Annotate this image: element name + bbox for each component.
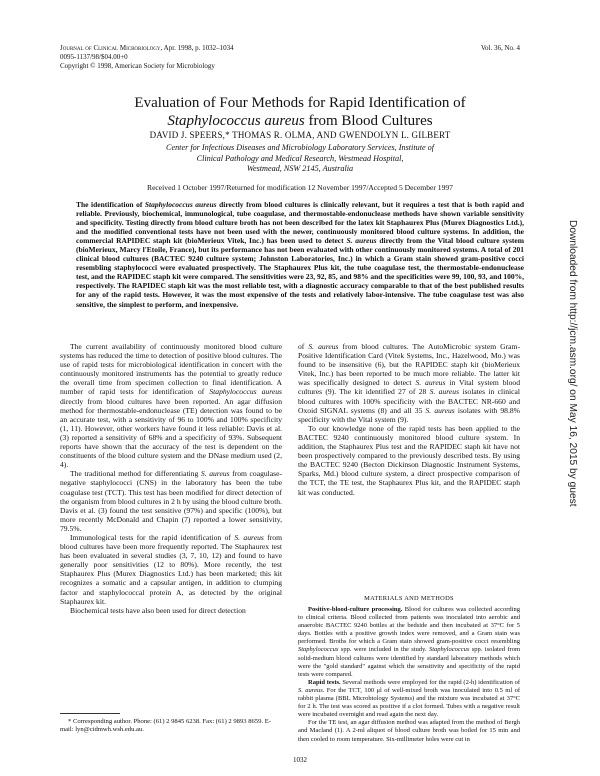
paragraph: Biochemical tests have also been used for direct detection: [70, 605, 246, 615]
paragraph-text: from blood cultures have been more frequently reported. The Staphaurex test has been evaluated in several studies (3, 7, 10, 12) and found to have generally poor sensitivities (12 to 80%). More recently, the test Staphaurex Plus (Murex Diagnostics Ltd.) has been marketed; this kit recognizes a somatic and a capsular antigen, in addition to clumping factor and staphylococcal protein A, as detected by the original Staphaurex kit.: [60, 532, 282, 606]
paragraph: [60, 469, 282, 533]
affiliation-line-2: Clinical Pathology and Medical Research, Westmead Hospital,: [196, 153, 404, 163]
volume-number: Vol. 36, No. 4: [480, 44, 520, 52]
title-organism: Staphylococcus aureus: [167, 113, 305, 129]
paragraph-text: . For the TCT, 100 μl of well-mixed broth was inoculated into 0.5 ml of rabbit plasma (BBL Microbiology Systems) and the mixture was incubated at 37°C for 2 h. The test was scored as positive if a clot formed. Tubes with a negative result were incubated overnight and read again the next day.: [298, 686, 520, 719]
paragraph: To our knowledge none of the rapid tests has been applied to the BACTEC 9240 continuously monitored blood culture system. In addition, the Staphaurex Plus test and the RAPIDEC staph kit have not been prospectively compared to the previously described tests. By using the BACTEC 9240 (Becton Dickinson Diagnostic Instrument Systems, Sparks, Md.) blood culture system, a direct prospective comparison of the TCT, the TE test, the Staphaurex Plus kit, and the RAPIDEC staph kit was conducted.: [298, 423, 520, 497]
paragraph: [60, 533, 282, 606]
abstract-text: The identification of: [76, 200, 145, 209]
run-in-heading: Rapid tests.: [308, 678, 341, 686]
footnote-rule: [60, 713, 120, 714]
abstract-text: directly from blood cultures is clinically relevant, but it requires a test that is both rapid and reliable. Previously, biochemical, immunological, tube coagulase, and thermostable-endonuclease methods have shown variable sensitivity and specificity. Testing directly from blood culture broth has not been described for the latex kit Staphaurex Plus (Murex Diagnostics Ltd.), and the modified conventional tests have not been used with the newer, continuously monitored blood culture systems. In addition, the commercial RAPIDEC staph kit (bioMerieux Vitek, Inc.) has been used to detect: [76, 200, 525, 246]
section-heading: MATERIALS AND METHODS: [364, 595, 454, 602]
received-dates: Received 1 October 1997/Returned for modification 12 November 1997/Accepted 5 December 1997: [147, 183, 453, 192]
copyright: Copyright © 1998, American Society for Microbiology: [60, 62, 215, 70]
body-column-right: [298, 342, 520, 497]
paragraph-text: Immunological tests for the rapid identification of: [70, 532, 235, 542]
organism-name: Staphylococcus aureus: [209, 387, 282, 397]
organism-name: Staphylococcus: [428, 646, 470, 654]
paragraph-text: isolates with 98.8% specificity with the Vital system (9).: [298, 405, 520, 424]
paragraph-text: isolates in clinical blood cultures with 100% specificity with the BACTEC NR-660 and Oxoid SIGNAL systems (8) and all 35: [298, 387, 521, 415]
organism-name: S. aureus: [308, 342, 339, 351]
abstract: [76, 200, 524, 309]
organism-name: S. aureus: [234, 532, 264, 542]
body-column-left: [60, 342, 282, 615]
paragraph: [298, 679, 520, 719]
abstract-organism: S. aureus: [346, 236, 377, 246]
paragraph-text: spp. were included in the study.: [338, 646, 429, 654]
abstract-organism: Staphylococcus aureus: [144, 200, 217, 209]
methods-section: [298, 606, 520, 744]
title-line-1: Evaluation of Four Methods for Rapid Identification of: [134, 95, 466, 111]
paragraph-text: The traditional method for differentiating: [70, 469, 201, 479]
run-in-heading: Positive-blood-culture processing.: [308, 606, 403, 613]
issn: 0095-1137/98/$04.00+0: [60, 53, 128, 61]
organism-name: S. aureus: [298, 686, 323, 694]
running-header: [60, 44, 360, 71]
paragraph-text: of: [298, 342, 309, 351]
article-title: [60, 94, 540, 130]
paragraph: [60, 342, 282, 469]
download-watermark: [566, 220, 580, 550]
organism-name: Staphylococcus: [298, 646, 339, 654]
affiliation-line-3: Westmead, NSW 2145, Australia: [246, 164, 354, 173]
organism-name: S. aureus: [425, 405, 455, 415]
issue-date-pages: , Apr. 1998, p. 1032–1034: [160, 44, 234, 52]
author-list: DAVID J. SPEERS,* THOMAS R. OLMA, AND GWENDOLYN L. GILBERT: [149, 130, 451, 140]
abstract-text: directly from the Vital blood culture system (bioMerieux, Marcy l'Etoile, France), but its performance has not been evaluated with other continuously monitored systems. A total of 201 clinical blood cultures (BACTEC 9240 culture system; Johnston Laboratories, Inc.) in which a Gram stain showed gram-positive cocci resembling staphylococci were evaluated prospectively. The Staphaurex Plus kit, the tube coagulase test, the thermostable-endonuclease test, and the RAPIDEC staph kit were compared. The sensitivities were 23, 92, 85, and 98% and the specificities were 99, 100, 93, and 100%, respectively. The RAPIDEC staph kit was the most reliable test, with a diagnostic accuracy comparable to that of the best published results for any of the rapid tests. However, it was the most expensive of the tests and relatively labor-intensive. The tube coagulase test was also sensitive, the simplest to perform, and inexpensive.: [76, 236, 524, 309]
paragraph-text: Several methods were employed for the rapid (2-h) identification of: [340, 678, 521, 686]
paragraph-text: from blood cultures. The AutoMicrobic system Gram-Positive Identification Card (Vitek Systems, Inc., Hazelwood, Mo.) was found to be insensitive (6), but the RAPIDEC staph kit (bioMerieux Vitek, Inc.) has been reported to be much more reliable. The latter kit was specifically designed to detect: [298, 342, 520, 388]
affiliation-line-1: Center for Infectious Diseases and Microbiology Laboratory Services, Institute of: [165, 143, 435, 152]
paragraph-text: The current availability of continuously monitored blood culture systems has reduced the time to detection of positive blood cultures. The use of rapid tests for microbiological identification in concert with the continuously monitored instruments has the potential to greatly reduce the overall time from specimen collection to final identification. A number of rapid tests for identification of: [60, 342, 282, 397]
paragraph-text: in Vital system blood cultures (9). The kit identified 27 of 28: [298, 378, 521, 397]
organism-name: S. aureus: [429, 387, 460, 397]
organism-name: S. aureus: [415, 378, 446, 388]
paragraph: [298, 342, 520, 424]
paragraph: For the TE test, an agar diffusion method was adapted from the method of Bergh and Macland (1). A 2-ml aliquot of blood culture broth was boiled for 15 min and then cooled to room temperature. Six-millimeter holes were cut in: [298, 719, 520, 743]
paragraph-text: Blood for cultures was collected according to clinical criteria. Blood collected from patients was inoculated into aerobic and anaerobic BACTEC 9240 bottles at the bedside and then incubated at 37°C for 5 days. Bottles with a positive growth index were removed, and a Gram stain was performed. Broths for which a Gram stain showed gram-positive cocci resembling: [298, 606, 520, 646]
paragraph-text: spp. isolated from solid-medium blood cultures were identified by standard laboratory methods which were the "gold standard" against which the sensitivity and specificity of the rapid tests were compared.: [298, 646, 520, 678]
affiliation: [110, 143, 490, 175]
page-number: 1032: [293, 756, 307, 764]
footnote: * Corresponding author. Phone: (61) 2 9845 6238. Fax: (61) 2 9893 8659. E-mail: lyn@cidmwh.wsh.edu.au.: [60, 718, 271, 734]
organism-name: S. aureus: [200, 469, 230, 479]
paragraph-text: directly from blood cultures have been reported. An agar diffusion method for thermostable-endonuclease (TE) detection was found to be an accurate test, with a sensitivity of 96 to 100% and 100% specificity (1, 11). However, other workers have found it less reliable: Davis et al. (3) reported a sensitivity of 68% and a specificity of 93%. Subsequent reports have shown that the accuracy of the test is dependent on the constituents of the blood culture system and the DNase medium used (2, 4).: [60, 396, 282, 470]
journal-name: Journal of Clinical Microbiology: [60, 44, 161, 52]
download-watermark-text: Downloaded from http://jcm.asm.org/ on May 16, 2015 by guest: [567, 220, 578, 507]
paragraph: [298, 606, 520, 679]
title-line-2: from Blood Cultures: [304, 113, 433, 129]
paragraph-text: from coagulase-negative staphylococci (CNS) in the laboratory has been the tube coagulase test (TCT). This test has been modified for direct detection of the organism from blood cultures in 2 h by using the blood culture broth. Davis et al. (3) found the test sensitive (97%) and specific (100%), but more recently McDonald and Chapin (7) reported a lower sensitivity, 79.5%.: [60, 469, 283, 533]
